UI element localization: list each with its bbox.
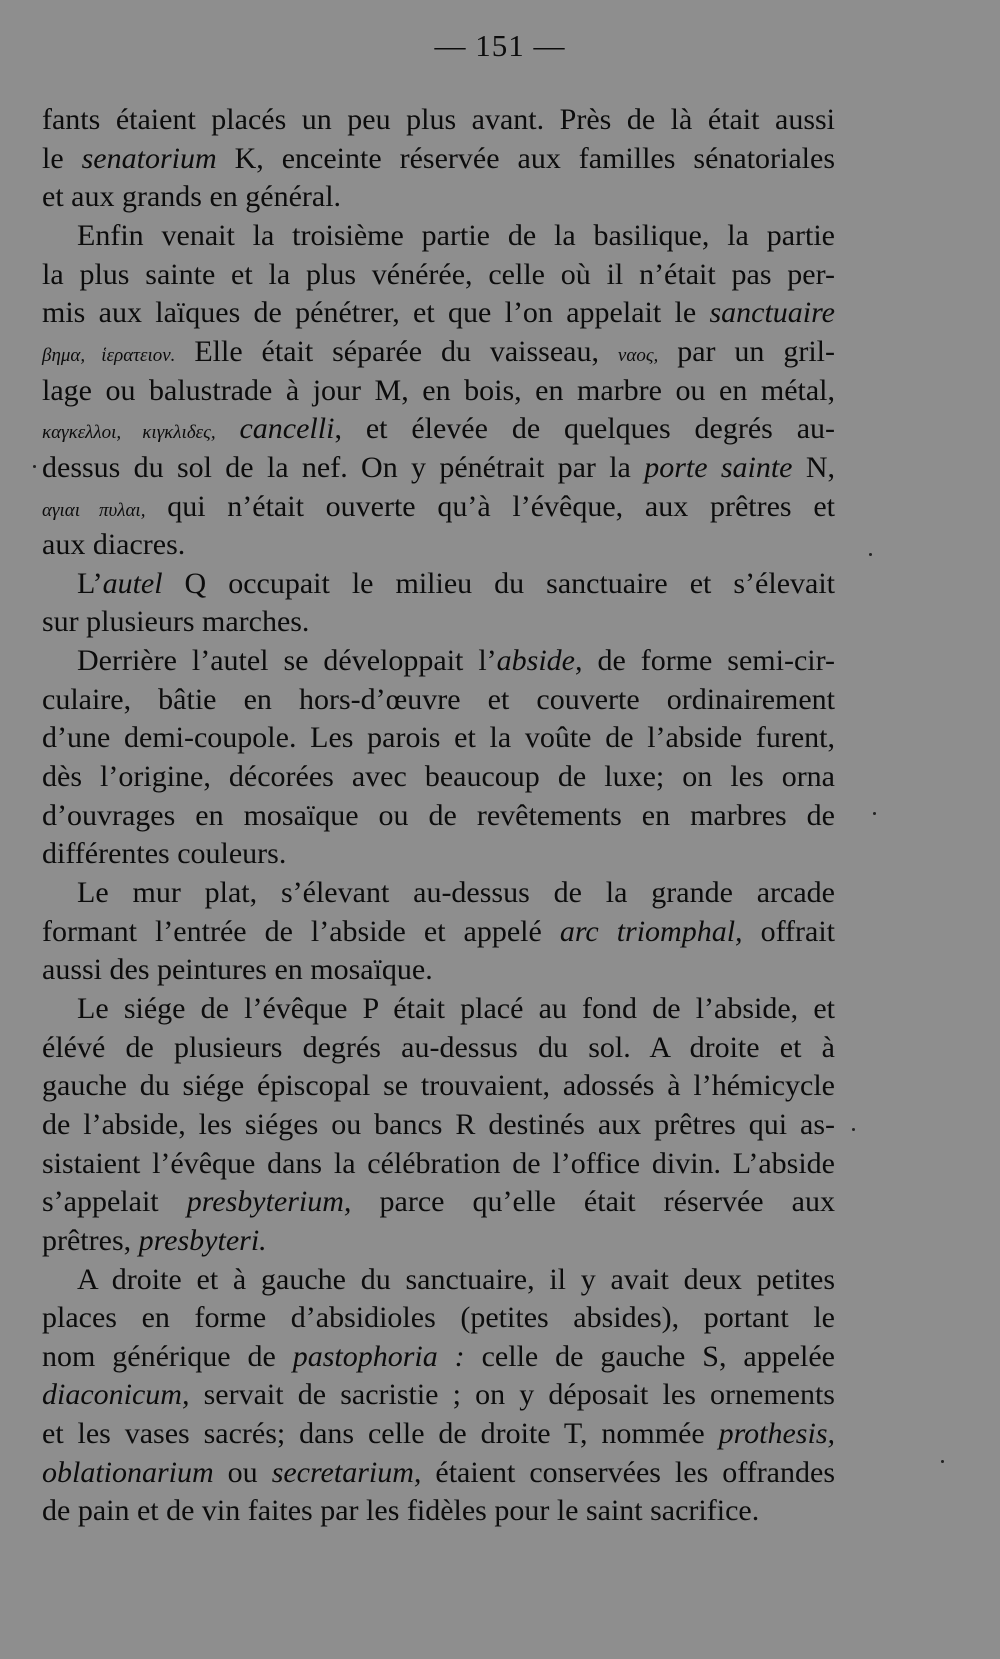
italic-term: prothesis, [718, 1417, 835, 1451]
text-segment: fants étaient placés un peu plus avant. Près de là était aussi [42, 103, 835, 136]
text-segment: Derrière l’autel se développait l’ [77, 644, 497, 678]
text-line [42, 1492, 835, 1530]
scan-speck [33, 465, 36, 468]
text-line [77, 990, 835, 1028]
text-line [42, 951, 835, 989]
text-segment: places en forme d’absidioles (petites absides), portant le [42, 1301, 835, 1335]
text-segment: de forme semi-cir- [582, 644, 835, 678]
italic-term: secretarium, [271, 1455, 422, 1489]
text-line [42, 835, 835, 873]
text-segment: formant l’entrée de l’abside et appelé [42, 914, 560, 948]
scan-speck [852, 1128, 855, 1131]
text-line [42, 488, 835, 526]
text-segment [216, 412, 240, 445]
text-segment: L’ [77, 566, 103, 600]
text-segment: , et élevée de quelques degrés au- [334, 412, 836, 446]
text-line [42, 913, 835, 951]
text-line [77, 874, 835, 912]
text-line [42, 140, 835, 178]
text-segment: nom générique de [42, 1339, 293, 1373]
text-segment: le [42, 141, 82, 175]
italic-term: autel [102, 566, 163, 600]
text-segment: lage ou balustrade à jour M, en bois, en marbre ou en métal, [42, 373, 835, 407]
text-segment: étaient conservées les offrandes [421, 1455, 835, 1489]
text-line [42, 178, 835, 216]
scan-speck [869, 553, 872, 556]
text-segment: de pain et de vin faites par les fidèles pour le saint sacrifice. [42, 1494, 760, 1528]
text-segment: culaire, bâtie en hors-d’œuvre et couverte ordinairement [42, 682, 835, 716]
text-segment: Q occupait le milieu du sanctuaire et s’élevait [162, 566, 835, 600]
text-line [42, 1029, 835, 1067]
greek-term: αγιαι πυλαι, [42, 499, 146, 521]
text-line [77, 217, 835, 255]
text-line [42, 1415, 835, 1453]
text-line [42, 526, 835, 564]
text-line [42, 294, 835, 332]
text-line [42, 372, 835, 410]
text-segment: gauche du siége épiscopal se trouvaient, adossés à l’hémicycle [42, 1069, 835, 1103]
text-line [42, 1106, 835, 1144]
italic-term: oblationarium [42, 1455, 214, 1489]
italic-term: presbyterium, [186, 1185, 352, 1219]
text-segment: prêtres, [42, 1223, 139, 1257]
text-segment: qui n’était ouverte qu’à l’évêque, aux prêtres et [145, 489, 835, 523]
text-line [42, 1299, 835, 1337]
text-line [42, 1067, 835, 1105]
italic-term: arc triomphal, [559, 914, 743, 948]
text-segment: N, [792, 450, 835, 484]
italic-term: sanctuaire [709, 296, 835, 330]
text-segment: la plus sainte et la plus vénérée, celle où il n’était pas per- [42, 257, 835, 291]
text-segment: d’ouvrages en mosaïque ou de revêtements en marbres de [42, 798, 835, 832]
text-segment: aux diacres. [42, 528, 186, 562]
italic-term: senatorium [81, 141, 217, 175]
text-segment: K, enceinte réservée aux familles sénatoriales [216, 141, 835, 175]
greek-term: βημα, ἱερατειον. [42, 344, 176, 366]
text-segment: mis aux laïques de pénétrer, et que l’on appelait le [42, 296, 710, 330]
italic-term: cancelli [239, 412, 335, 446]
text-line [42, 410, 835, 448]
text-segment: par un gril- [658, 334, 835, 368]
text-line [42, 603, 835, 641]
text-segment: A droite et à gauche du sanctuaire, il y avait deux petites [77, 1262, 835, 1296]
greek-term: καγκελλοι, κιγκλιδες, [42, 422, 216, 444]
text-line [77, 642, 835, 680]
text-segment: s’appelait [42, 1185, 187, 1219]
page-number: — 151 — [434, 28, 566, 63]
italic-term: presbyteri. [138, 1223, 267, 1257]
text-line [42, 1454, 835, 1492]
text-segment: et les vases sacrés; dans celle de droite T, nommée [42, 1417, 719, 1451]
text-segment: celle de gauche S, appelée [464, 1339, 835, 1373]
text-segment: dessus du sol de la nef. On y pénétrait par la [42, 450, 645, 484]
text-line [42, 101, 835, 139]
text-segment: servait de sacristie ; on y déposait les ornements [189, 1378, 835, 1412]
text-segment: aussi des peintures en mosaïque. [42, 953, 433, 987]
italic-term: abside, [496, 644, 583, 678]
text-line [77, 1261, 835, 1299]
text-line [42, 681, 835, 719]
text-segment: dès l’origine, décorées avec beaucoup de luxe; on les orna [42, 760, 835, 794]
text-line [42, 256, 835, 294]
text-segment: Enfin venait la troisième partie de la basilique, la partie [77, 218, 835, 252]
text-segment: de l’abside, les siéges ou bancs R destinés aux prêtres qui as- [42, 1107, 835, 1141]
italic-term: porte sainte [644, 450, 793, 484]
text-line [42, 797, 835, 835]
scan-speck [873, 812, 876, 815]
text-line [42, 1183, 835, 1221]
scan-speck [941, 1460, 944, 1463]
text-line [77, 565, 835, 603]
greek-term: ναος, [617, 344, 659, 366]
text-line [42, 1338, 835, 1376]
italic-term: diaconicum, [42, 1378, 190, 1412]
text-segment: ou [213, 1455, 272, 1489]
text-segment: élévé de plusieurs degrés au-dessus du sol. A droite et à [42, 1030, 835, 1064]
text-segment: sur plusieurs marches. [42, 605, 310, 639]
text-segment: Le mur plat, s’élevant au-dessus de la grande arcade [77, 876, 835, 909]
text-line [42, 719, 835, 757]
text-segment: d’une demi-coupole. Les parois et la voûte de l’abside furent, [42, 721, 835, 755]
text-line [42, 758, 835, 796]
text-line [42, 449, 835, 487]
text-line [42, 1145, 835, 1183]
text-segment: Elle était séparée du vaisseau, [175, 334, 618, 368]
text-line [42, 1376, 835, 1414]
text-segment: différentes couleurs. [42, 837, 287, 871]
text-segment: Le siége de l’évêque P était placé au fond de l’abside, et [77, 991, 835, 1025]
text-segment: et aux grands en général. [42, 180, 342, 214]
text-segment: offrait [742, 914, 835, 948]
text-segment: parce qu’elle était réservée aux [351, 1185, 835, 1219]
text-line [42, 1222, 835, 1260]
italic-term: pastophoria : [292, 1339, 465, 1373]
text-segment: sistaient l’évêque dans la célébration de l’office divin. L’abside [42, 1146, 835, 1180]
text-line [42, 333, 835, 371]
